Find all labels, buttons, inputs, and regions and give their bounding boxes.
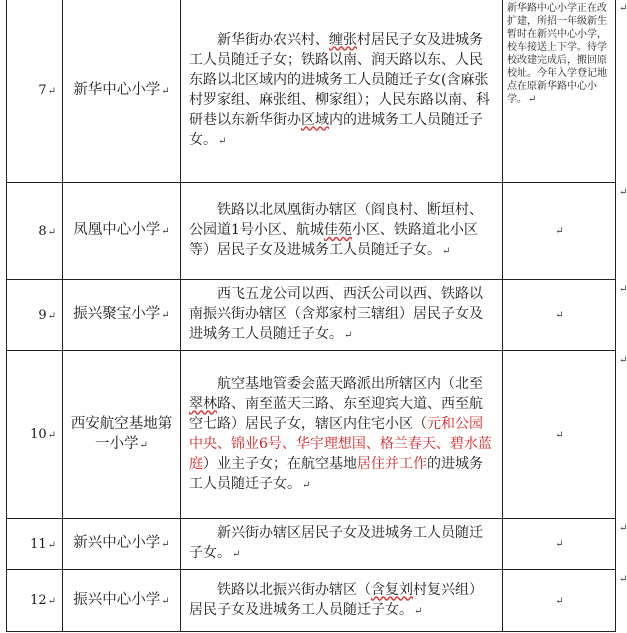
school-name: 凤凰中心小学 bbox=[73, 222, 161, 238]
row-number: 8 bbox=[38, 223, 47, 239]
table-row bbox=[7, 0, 617, 183]
school-name-cell bbox=[63, 280, 181, 351]
enrollment-table bbox=[6, 0, 627, 632]
area-text: 铁路以北凤凰街办辖区（阎良村、断垣村、公园道1号小区、航城 bbox=[189, 202, 483, 238]
row-end-cell bbox=[616, 0, 627, 183]
paragraph-mark-icon: ↵ bbox=[528, 94, 537, 105]
paragraph-mark-icon: ↵ bbox=[161, 595, 170, 607]
area-text: ）业主子女；在航空基地 bbox=[203, 455, 357, 472]
school-name-cell bbox=[63, 183, 181, 280]
paragraph-mark-icon: ↵ bbox=[555, 429, 564, 441]
school-name-cell bbox=[63, 351, 181, 519]
row-number-cell bbox=[7, 0, 63, 183]
school-name: 振兴聚宝小学 bbox=[73, 306, 161, 322]
area-text: 缠张 bbox=[329, 31, 357, 48]
paragraph-mark-icon: ↵ bbox=[555, 539, 564, 550]
row-end-cell bbox=[616, 183, 627, 280]
area-text: 路、南至蓝天三路、东至迎宾大道、西至航空七路）居民子女，辖区内住宅小区（ bbox=[189, 395, 483, 432]
paragraph-mark-icon: ↵ bbox=[555, 310, 564, 321]
paragraph-mark-icon: ↵ bbox=[161, 539, 170, 550]
area-text: 元和公园中央、锦业6号、华宇理想国、格兰春天、碧水蓝庭 bbox=[189, 415, 492, 472]
remarks-cell bbox=[503, 519, 616, 570]
enrollment-area-cell bbox=[181, 519, 503, 570]
row-number-cell bbox=[7, 183, 63, 280]
area-text: 小区、铁路道北小区等）居民子女及进城务工人员随迁子女。 bbox=[189, 222, 478, 258]
enrollment-area-cell bbox=[181, 280, 503, 351]
paragraph-mark-icon: ↵ bbox=[619, 283, 627, 295]
remarks-cell bbox=[503, 0, 616, 183]
row-number: 10 bbox=[30, 427, 47, 442]
paragraph-mark-icon: ↵ bbox=[414, 605, 423, 617]
paragraph-mark-icon: ↵ bbox=[555, 595, 564, 607]
row-end-cell bbox=[616, 570, 627, 632]
row-end-cell bbox=[616, 519, 627, 570]
row-number-cell bbox=[7, 351, 63, 519]
school-name: 振兴中心小学 bbox=[73, 591, 161, 608]
school-name-cell bbox=[63, 519, 181, 570]
row-number: 11 bbox=[30, 536, 47, 552]
row-number-cell bbox=[7, 519, 63, 570]
school-name: 新兴中心小学 bbox=[73, 535, 161, 551]
paragraph-mark-icon: ↵ bbox=[161, 85, 170, 97]
remarks-cell bbox=[503, 351, 616, 519]
remarks-text: 新华路中心小学正在改扩建，所招一年级新生暂时在新兴中心小学，校车接送上下学。待学校改建完成后，搬回原校址。今年入学登记地点在原新华路中心小学。 bbox=[507, 3, 607, 105]
area-text: 新兴街办辖区居民子女及进城务工人员随迁子女。 bbox=[189, 525, 483, 561]
paragraph-mark-icon: ↵ bbox=[161, 226, 170, 237]
paragraph-mark-icon: ↵ bbox=[47, 539, 56, 551]
enrollment-area-cell bbox=[181, 0, 503, 183]
area-text: 新华街办农兴村、 bbox=[217, 31, 329, 48]
enrollment-area-cell bbox=[181, 570, 503, 632]
paragraph-mark-icon: ↵ bbox=[619, 522, 627, 534]
table-row bbox=[7, 280, 617, 351]
area-text: 村居民子女及进城务工人员随迁子女；铁路以南、润天路以东、人民东路以北区域内的进城务工人员随迁子女(含麻张村罗家组、麻张组、柳家组）；人民东路以南、科研巷以东新华街办 bbox=[189, 31, 490, 128]
table-row bbox=[7, 351, 617, 519]
paragraph-mark-icon: ↵ bbox=[47, 86, 56, 97]
table-row bbox=[7, 183, 617, 280]
paragraph-mark-icon: ↵ bbox=[619, 186, 627, 198]
table-row bbox=[7, 570, 617, 632]
school-name: 新华中心小学 bbox=[73, 81, 161, 98]
table-row bbox=[7, 519, 617, 570]
row-number: 7 bbox=[38, 83, 47, 98]
school-name-cell bbox=[63, 570, 181, 632]
row-number: 9 bbox=[38, 307, 47, 323]
area-text: 村复兴组）居民子女及进城务工人员随迁子女。 bbox=[189, 581, 483, 618]
paragraph-mark-icon: ↵ bbox=[47, 310, 56, 322]
paragraph-mark-icon: ↵ bbox=[47, 226, 56, 238]
paragraph-mark-icon: ↵ bbox=[161, 310, 170, 321]
paragraph-mark-icon: ↵ bbox=[619, 2, 627, 14]
area-text: 西飞五龙公司以西、西沃公司以西、铁路以南振兴街办辖区（含郑家村三辖组）居民子女及进城务工人员随迁子女。 bbox=[189, 286, 483, 342]
enrollment-area-cell bbox=[181, 351, 503, 519]
paragraph-mark-icon: ↵ bbox=[344, 330, 353, 341]
remarks-cell bbox=[503, 183, 616, 280]
paragraph-mark-icon: ↵ bbox=[442, 246, 451, 257]
area-text: 航空基地管委会蓝天路派出所辖区内（北至 bbox=[217, 375, 483, 392]
paragraph-mark-icon: ↵ bbox=[555, 226, 564, 237]
school-name: 西安航空基地第一小学 bbox=[70, 415, 173, 452]
row-number: 12 bbox=[30, 593, 47, 608]
paragraph-mark-icon: ↵ bbox=[47, 596, 56, 607]
paragraph-mark-icon: ↵ bbox=[139, 439, 148, 451]
area-text: 区域 bbox=[301, 111, 329, 128]
paragraph-mark-icon: ↵ bbox=[218, 135, 227, 147]
area-text: 佳苑 bbox=[323, 222, 352, 238]
row-number-cell bbox=[7, 280, 63, 351]
row-number-cell bbox=[7, 570, 63, 632]
area-text: 翠林 bbox=[189, 395, 217, 412]
area-text: 的进城务工人员随迁子女。 bbox=[189, 455, 483, 492]
row-end-cell bbox=[616, 280, 627, 351]
paragraph-mark-icon: ↵ bbox=[619, 354, 627, 366]
table-body bbox=[7, 0, 627, 632]
enrollment-area-cell bbox=[181, 183, 503, 280]
paragraph-mark-icon: ↵ bbox=[47, 430, 56, 441]
paragraph-mark-icon: ↵ bbox=[619, 573, 627, 585]
area-text: 铁路以北振兴街办辖区（ bbox=[217, 581, 371, 598]
remarks-cell bbox=[503, 280, 616, 351]
paragraph-mark-icon: ↵ bbox=[232, 549, 241, 560]
area-text: 居住并工作 bbox=[357, 455, 427, 472]
area-text: 内的进城务工人员随迁子女。 bbox=[189, 111, 483, 148]
paragraph-mark-icon: ↵ bbox=[302, 479, 311, 491]
school-name-cell bbox=[63, 0, 181, 183]
row-end-cell bbox=[616, 351, 627, 519]
remarks-cell bbox=[503, 570, 616, 632]
area-text: 含复刘 bbox=[371, 581, 413, 598]
